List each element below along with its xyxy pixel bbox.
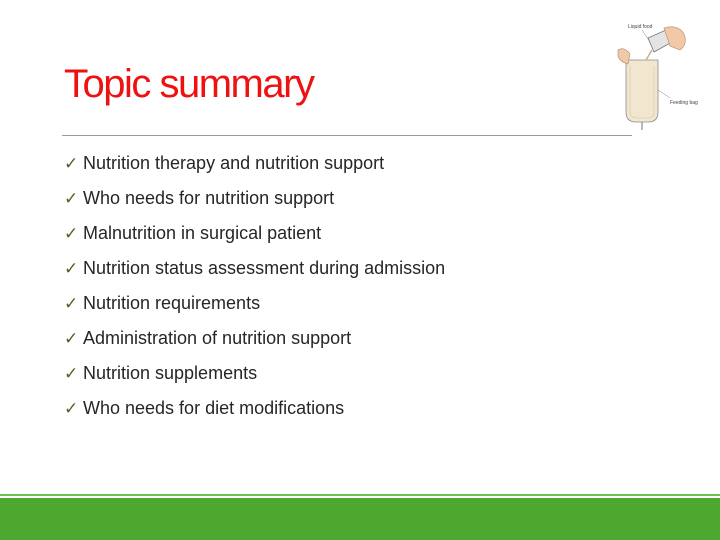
bullet-text: Who needs for diet modifications bbox=[83, 398, 345, 418]
bullet-text: Nutrition requirements bbox=[83, 293, 261, 313]
checkmark-icon: ✓ bbox=[64, 293, 79, 314]
bullet-text: Administration of nutrition support bbox=[83, 328, 352, 348]
checkmark-icon: ✓ bbox=[64, 328, 79, 349]
bullet-list bbox=[64, 146, 445, 426]
feeding-bag-illustration bbox=[608, 20, 698, 132]
feeding-bag-icon bbox=[608, 20, 698, 132]
illustration-label-top: Liquid food bbox=[628, 24, 653, 30]
slide-title: Topic summary bbox=[64, 62, 314, 106]
bullet-item bbox=[64, 286, 445, 321]
bullet-text: Nutrition therapy and nutrition support bbox=[83, 153, 385, 173]
bullet-item bbox=[64, 181, 445, 216]
bullet-item bbox=[64, 251, 445, 286]
footer-bar bbox=[0, 498, 720, 540]
footer-accent-line bbox=[0, 494, 720, 496]
bullet-text: Nutrition status assessment during admission bbox=[83, 258, 446, 278]
bullet-item bbox=[64, 391, 445, 426]
checkmark-icon: ✓ bbox=[64, 188, 79, 209]
bullet-item bbox=[64, 146, 445, 181]
bullet-text: Nutrition supplements bbox=[83, 363, 258, 383]
bullet-item bbox=[64, 216, 445, 251]
checkmark-icon: ✓ bbox=[64, 398, 79, 419]
checkmark-icon: ✓ bbox=[64, 363, 79, 384]
checkmark-icon: ✓ bbox=[64, 153, 79, 174]
illustration-label-side: Feeding bag bbox=[670, 100, 698, 106]
bullet-text: Who needs for nutrition support bbox=[83, 188, 335, 208]
bullet-item bbox=[64, 321, 445, 356]
bullet-text: Malnutrition in surgical patient bbox=[83, 223, 322, 243]
checkmark-icon: ✓ bbox=[64, 223, 79, 244]
checkmark-icon: ✓ bbox=[64, 258, 79, 279]
bullet-item bbox=[64, 356, 445, 391]
title-divider bbox=[62, 135, 632, 136]
